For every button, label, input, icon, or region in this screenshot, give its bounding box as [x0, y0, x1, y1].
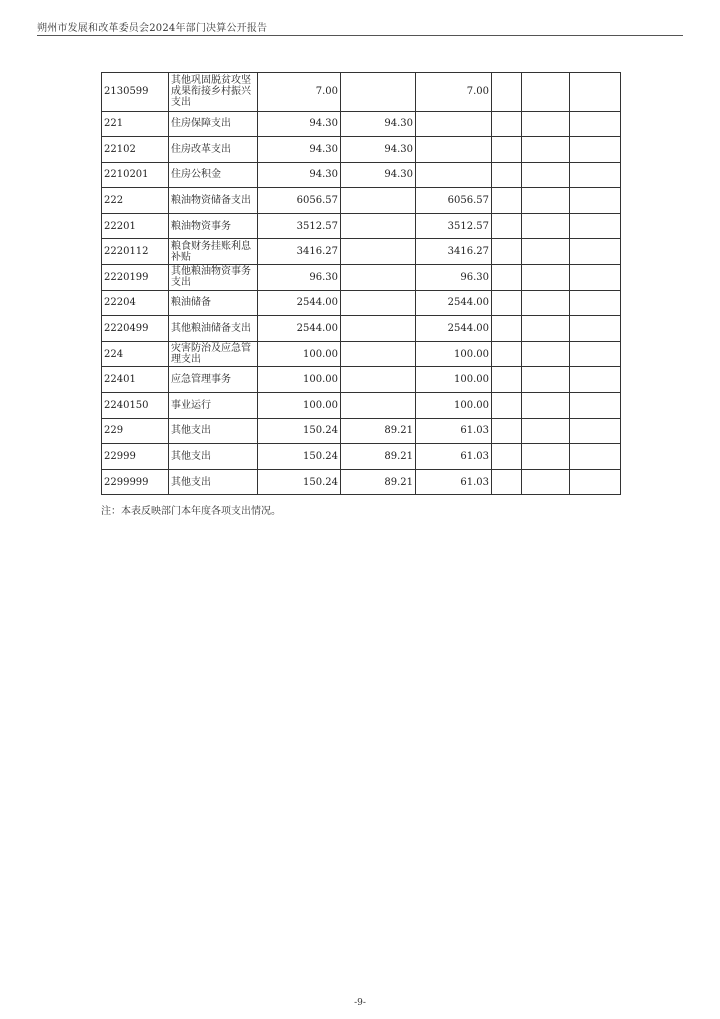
cell-name: 灾害防治及应急管理支出 [169, 341, 258, 367]
cell-col6 [570, 213, 621, 239]
cell-col5 [522, 162, 570, 188]
cell-project: 100.00 [416, 341, 492, 367]
cell-total: 94.30 [258, 162, 341, 188]
cell-name: 住房保障支出 [169, 111, 258, 137]
cell-name: 应急管理事务 [169, 367, 258, 393]
cell-total: 150.24 [258, 418, 341, 444]
cell-col4 [492, 316, 522, 342]
cell-col6 [570, 367, 621, 393]
cell-name: 其他巩固脱贫攻坚成果衔接乡村振兴支出 [169, 73, 258, 112]
cell-total: 2544.00 [258, 316, 341, 342]
cell-col4 [492, 137, 522, 163]
cell-col5 [522, 444, 570, 470]
cell-total: 94.30 [258, 137, 341, 163]
cell-col4 [492, 239, 522, 265]
cell-col5 [522, 316, 570, 342]
cell-col5 [522, 73, 570, 112]
table-note: 注：本表反映部门本年度各项支出情况。 [101, 506, 281, 517]
cell-name: 其他粮油储备支出 [169, 316, 258, 342]
cell-name: 粮油物资储备支出 [169, 188, 258, 214]
cell-basic [341, 367, 416, 393]
cell-name: 其他支出 [169, 469, 258, 495]
table-row [102, 290, 621, 316]
table-row [102, 418, 621, 444]
cell-code: 221 [102, 111, 169, 137]
cell-col6 [570, 290, 621, 316]
cell-name: 其他支出 [169, 444, 258, 470]
cell-col5 [522, 367, 570, 393]
table-row [102, 316, 621, 342]
cell-total: 96.30 [258, 265, 341, 291]
cell-total: 100.00 [258, 393, 341, 419]
cell-basic: 89.21 [341, 444, 416, 470]
cell-project: 7.00 [416, 73, 492, 112]
cell-project: 3416.27 [416, 239, 492, 265]
cell-col4 [492, 213, 522, 239]
cell-col5 [522, 188, 570, 214]
cell-col6 [570, 162, 621, 188]
cell-basic [341, 188, 416, 214]
cell-col5 [522, 418, 570, 444]
table-row [102, 188, 621, 214]
cell-col6 [570, 469, 621, 495]
cell-project: 96.30 [416, 265, 492, 291]
table-row [102, 162, 621, 188]
cell-code: 2220499 [102, 316, 169, 342]
cell-total: 3512.57 [258, 213, 341, 239]
cell-basic [341, 341, 416, 367]
cell-code: 222 [102, 188, 169, 214]
page-number: -9- [354, 998, 366, 1008]
cell-col4 [492, 265, 522, 291]
cell-project: 3512.57 [416, 213, 492, 239]
cell-col4 [492, 162, 522, 188]
cell-col6 [570, 341, 621, 367]
cell-col6 [570, 188, 621, 214]
cell-code: 224 [102, 341, 169, 367]
cell-total: 3416.27 [258, 239, 341, 265]
cell-basic [341, 393, 416, 419]
cell-col4 [492, 418, 522, 444]
table-row [102, 239, 621, 265]
cell-col6 [570, 444, 621, 470]
cell-basic [341, 213, 416, 239]
cell-basic [341, 265, 416, 291]
cell-total: 94.30 [258, 111, 341, 137]
table-row [102, 213, 621, 239]
cell-total: 2544.00 [258, 290, 341, 316]
report-header-title: 朔州市发展和改革委员会2024年部门决算公开报告 [37, 23, 268, 34]
cell-total: 7.00 [258, 73, 341, 112]
cell-project: 100.00 [416, 393, 492, 419]
cell-code: 2220112 [102, 239, 169, 265]
cell-code: 2299999 [102, 469, 169, 495]
cell-col5 [522, 111, 570, 137]
cell-code: 22401 [102, 367, 169, 393]
header-divider [37, 35, 683, 36]
cell-code: 2220199 [102, 265, 169, 291]
cell-col5 [522, 290, 570, 316]
cell-total: 150.24 [258, 469, 341, 495]
cell-basic: 94.30 [341, 137, 416, 163]
cell-code: 229 [102, 418, 169, 444]
cell-basic [341, 239, 416, 265]
cell-col6 [570, 393, 621, 419]
cell-project [416, 162, 492, 188]
cell-project [416, 111, 492, 137]
cell-col4 [492, 290, 522, 316]
cell-project: 61.03 [416, 444, 492, 470]
cell-basic [341, 316, 416, 342]
cell-code: 22204 [102, 290, 169, 316]
table-row [102, 137, 621, 163]
cell-col6 [570, 137, 621, 163]
cell-col6 [570, 111, 621, 137]
cell-name: 粮油储备 [169, 290, 258, 316]
cell-col6 [570, 316, 621, 342]
cell-col5 [522, 213, 570, 239]
table-row [102, 265, 621, 291]
cell-project: 100.00 [416, 367, 492, 393]
cell-col4 [492, 469, 522, 495]
table-row [102, 393, 621, 419]
cell-col5 [522, 239, 570, 265]
cell-name: 其他支出 [169, 418, 258, 444]
cell-col4 [492, 444, 522, 470]
table-row [102, 341, 621, 367]
cell-project: 2544.00 [416, 316, 492, 342]
table-row [102, 111, 621, 137]
cell-basic [341, 73, 416, 112]
cell-col4 [492, 111, 522, 137]
cell-name: 住房公积金 [169, 162, 258, 188]
cell-col4 [492, 341, 522, 367]
cell-project: 61.03 [416, 418, 492, 444]
cell-col6 [570, 418, 621, 444]
cell-name: 住房改革支出 [169, 137, 258, 163]
cell-col4 [492, 73, 522, 112]
table-row [102, 469, 621, 495]
cell-code: 22102 [102, 137, 169, 163]
cell-code: 2210201 [102, 162, 169, 188]
cell-total: 150.24 [258, 444, 341, 470]
cell-basic: 89.21 [341, 418, 416, 444]
expenditure-table [101, 72, 621, 495]
cell-basic [341, 290, 416, 316]
table-row [102, 367, 621, 393]
cell-total: 6056.57 [258, 188, 341, 214]
cell-name: 事业运行 [169, 393, 258, 419]
cell-project: 6056.57 [416, 188, 492, 214]
cell-code: 2240150 [102, 393, 169, 419]
cell-total: 100.00 [258, 367, 341, 393]
cell-name: 粮油物资事务 [169, 213, 258, 239]
cell-project: 61.03 [416, 469, 492, 495]
cell-basic: 94.30 [341, 162, 416, 188]
table-row [102, 444, 621, 470]
cell-name: 其他粮油物资事务支出 [169, 265, 258, 291]
cell-col5 [522, 137, 570, 163]
cell-col5 [522, 393, 570, 419]
cell-col6 [570, 239, 621, 265]
table-row [102, 73, 621, 112]
cell-basic: 94.30 [341, 111, 416, 137]
cell-code: 22999 [102, 444, 169, 470]
cell-col6 [570, 73, 621, 112]
cell-name: 粮食财务挂账利息补贴 [169, 239, 258, 265]
cell-col5 [522, 341, 570, 367]
cell-col4 [492, 393, 522, 419]
cell-code: 22201 [102, 213, 169, 239]
cell-col4 [492, 367, 522, 393]
cell-project [416, 137, 492, 163]
cell-code: 2130599 [102, 73, 169, 112]
cell-basic: 89.21 [341, 469, 416, 495]
cell-project: 2544.00 [416, 290, 492, 316]
cell-total: 100.00 [258, 341, 341, 367]
cell-col4 [492, 188, 522, 214]
cell-col5 [522, 469, 570, 495]
cell-col5 [522, 265, 570, 291]
cell-col6 [570, 265, 621, 291]
